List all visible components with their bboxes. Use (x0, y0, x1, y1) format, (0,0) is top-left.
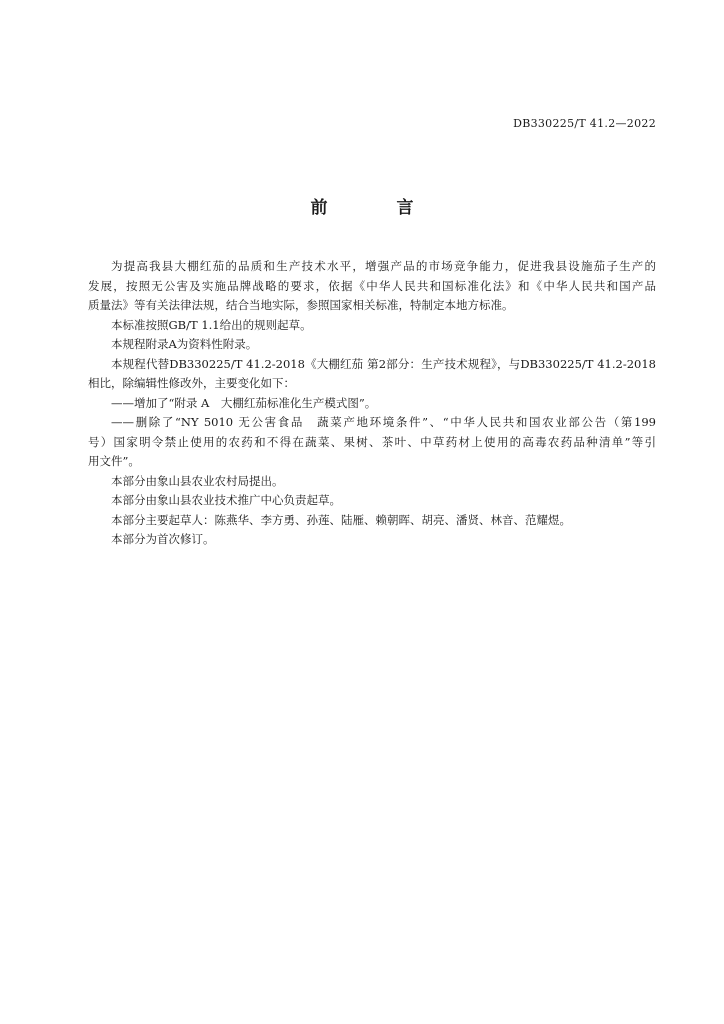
standard-rule-line: 本标准按照GB/T 1.1给出的规则起草。 (111, 317, 312, 332)
change-item-2-line-3: 用文件”。 (88, 454, 140, 468)
change-item-1: ——增加了“附录 A 大棚红茄标准化生产模式图”。 (111, 395, 377, 410)
replace-line-1: 本规程代替DB330225/T 41.2-2018《大棚红茄 第2部分：生产技术规程》，与DB330225/T 41.2-2018 (111, 356, 656, 371)
replace-line-2: 相比，除编辑性修改外，主要变化如下： (88, 376, 295, 390)
document-code: DB330225/T 41.2—2022 (513, 117, 656, 130)
drafters-line: 本部分主要起草人：陈燕华、李方勇、孙莲、陆雁、赖朝晖、胡亮、潘贤、林音、范耀煜。 (111, 512, 571, 527)
foreword-body (88, 257, 656, 550)
drafting-unit-line: 本部分由象山县农业技术推广中心负责起草。 (111, 493, 341, 507)
change-item-2-line-2: 号）国家明令禁止使用的农药和不得在蔬菜、果树、茶叶、中草药材上使用的高毒农药品种清单”等引 (88, 434, 656, 449)
proposer-line: 本部分由象山县农业农村局提出。 (111, 473, 284, 488)
page-title: 前 言 (310, 198, 440, 218)
intro-line-2: 发展，按照无公害及实施品牌战略的要求，依据《中华人民共和国标准化法》和《中华人民共和国产品 (88, 278, 656, 293)
intro-line-3: 质量法》等有关法律法规，结合当地实际，参照国家相关标准，特制定本地方标准。 (88, 298, 514, 312)
appendix-note-line: 本规程附录A为资料性附录。 (111, 337, 258, 351)
change-item-2-line-1: ——删除了“NY 5010 无公害食品 蔬菜产地环境条件”、“中华人民共和国农业部公告（第199 (111, 415, 656, 429)
intro-line-1: 为提高我县大棚红茄的品质和生产技术水平，增强产品的市场竞争能力，促进我县设施茄子生产的 (111, 259, 656, 273)
revision-line: 本部分为首次修订。 (111, 532, 215, 546)
